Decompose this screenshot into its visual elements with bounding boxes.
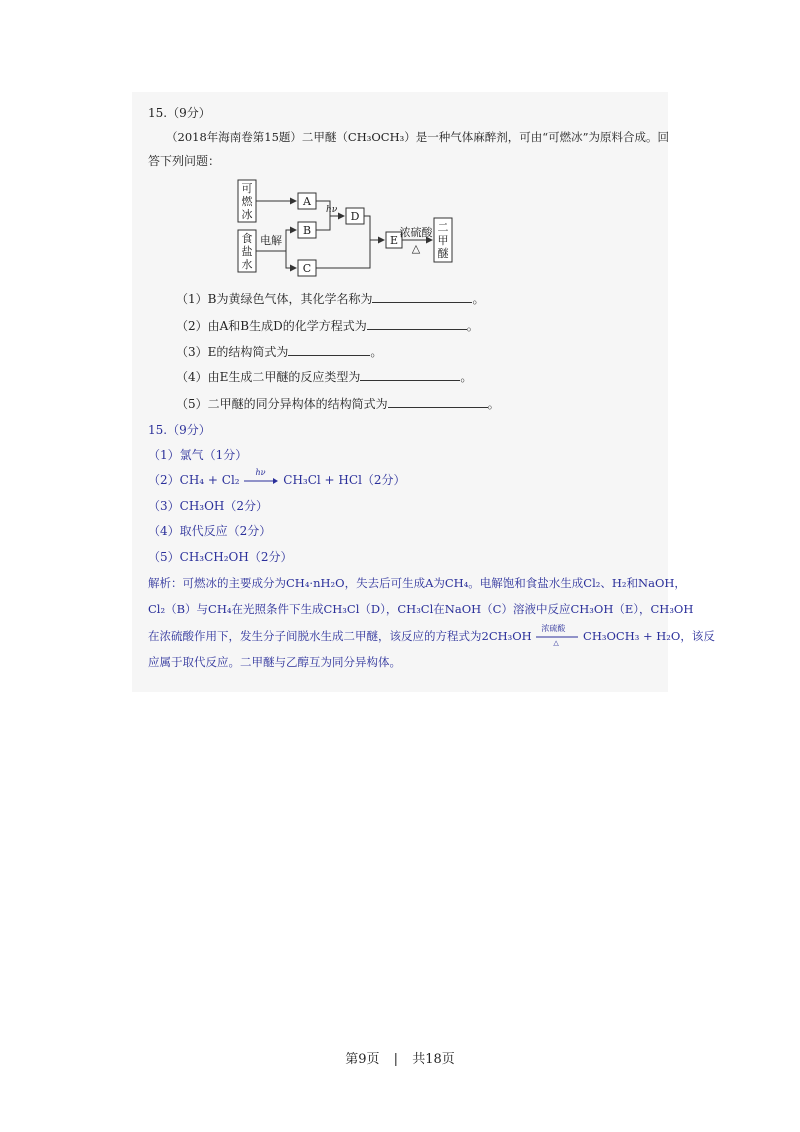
heat-condition: △ bbox=[411, 242, 421, 255]
connector-D bbox=[364, 216, 370, 240]
answer-2-reactants: （2）CH₄ + Cl₂ bbox=[148, 473, 240, 487]
analysis-3-cond-top: 浓硫酸 bbox=[541, 624, 566, 633]
analysis-line-3 bbox=[148, 624, 715, 647]
arrow-to-C bbox=[286, 251, 296, 268]
shiyanshui-box bbox=[238, 230, 256, 272]
label-B: B bbox=[302, 224, 312, 237]
answer-4: （4）取代反应（2分） bbox=[148, 524, 272, 538]
product-char-1: 二 bbox=[437, 221, 449, 234]
end-mark-3: 。 bbox=[370, 345, 383, 359]
answer-blank-1 bbox=[372, 292, 472, 303]
answer-blank-2 bbox=[367, 319, 467, 330]
subquestion-2 bbox=[176, 317, 479, 334]
analysis-line-4: 应属于取代反应。二甲醚与乙醇互为同分异构体。 bbox=[148, 655, 401, 669]
subquestion-1-text: （1）B为黄绿色气体，其化学名称为 bbox=[176, 292, 373, 306]
product-box bbox=[434, 218, 452, 262]
answer-blank-5 bbox=[388, 397, 488, 408]
kerangbing-char-1: 可 bbox=[241, 182, 253, 195]
answer-5: （5）CH₃CH₂OH（2分） bbox=[148, 550, 293, 564]
end-mark-2: 。 bbox=[466, 319, 479, 333]
label-D: D bbox=[350, 210, 360, 223]
kerangbing-char-3: 冰 bbox=[241, 208, 253, 221]
subquestion-5-text: （5）二甲醚的同分异构体的结构简式为 bbox=[176, 397, 388, 411]
subquestion-4 bbox=[176, 368, 472, 385]
subquestion-5 bbox=[176, 395, 500, 412]
end-mark-5: 。 bbox=[487, 397, 500, 411]
subquestion-3 bbox=[176, 343, 382, 360]
product-char-3: 醚 bbox=[437, 247, 449, 260]
box-C bbox=[298, 260, 316, 276]
footer-total-pages: 共18页 bbox=[412, 1052, 455, 1067]
answer-1: （1）氯气（1分） bbox=[148, 448, 248, 462]
box-A bbox=[298, 193, 316, 209]
shiyanshui-char-2: 盐 bbox=[241, 245, 253, 258]
answer-2-condition: hν bbox=[255, 467, 266, 477]
shiyanshui-char-3: 水 bbox=[241, 258, 253, 271]
analysis-3-arrow bbox=[535, 624, 579, 647]
box-B bbox=[298, 222, 316, 238]
dianjie-label: 电解 bbox=[260, 234, 282, 247]
end-mark-4: 。 bbox=[460, 370, 473, 384]
analysis-line-2: Cl₂（B）与CH₄在光照条件下生成CH₃Cl（D），CH₃Cl在NaOH（C）溶液中反应CH₃OH（E），CH₃OH bbox=[148, 602, 694, 616]
footer-page-number: 第9页 bbox=[345, 1052, 380, 1067]
analysis-3-left: 在浓硫酸作用下，发生分子间脱水生成二甲醚，该反应的方程式为2CH₃OH bbox=[148, 629, 532, 643]
subquestion-4-text: （4）由E生成二甲醚的反应类型为 bbox=[176, 370, 361, 384]
subquestion-3-text: （3）E的结构简式为 bbox=[176, 345, 289, 359]
analysis-3-cond-bottom: △ bbox=[553, 639, 559, 647]
answer-blank-4 bbox=[360, 370, 460, 381]
connector-B bbox=[316, 216, 330, 230]
question-intro-line-1: （2018年海南卷第15题）二甲醚（CH₃OCH₃）是一种气体麻醉剂，可由“可燃冰”为原料合成。回 bbox=[166, 130, 669, 144]
page-footer bbox=[0, 1048, 800, 1067]
answer-2 bbox=[148, 467, 406, 488]
synthesis-flow-diagram bbox=[230, 174, 480, 284]
end-mark-1: 。 bbox=[472, 292, 485, 306]
connector-C bbox=[316, 240, 370, 268]
answer-2-arrow bbox=[243, 467, 279, 487]
answer-2-products: CH₃Cl + HCl（2分） bbox=[283, 473, 406, 487]
answer-3: （3）CH₃OH（2分） bbox=[148, 499, 269, 513]
hv-condition: hν bbox=[326, 205, 338, 215]
analysis-line-1: 解析：可燃冰的主要成分为CH₄·nH₂O，失去后可生成A为CH₄。电解饱和食盐水生成Cl₂、H₂和NaOH， bbox=[148, 576, 686, 590]
subquestion-1 bbox=[176, 290, 484, 307]
product-char-2: 甲 bbox=[437, 234, 449, 247]
answer-header: 15.（9分） bbox=[148, 423, 211, 437]
kerangbing-box bbox=[238, 180, 256, 222]
question-header: 15.（9分） bbox=[148, 106, 211, 120]
analysis-3-right: CH₃OCH₃ + H₂O，该反 bbox=[583, 629, 715, 643]
answer-blank-3 bbox=[288, 345, 370, 356]
shiyanshui-char-1: 食 bbox=[241, 232, 253, 245]
label-E: E bbox=[389, 234, 399, 247]
subquestion-2-text: （2）由A和B生成D的化学方程式为 bbox=[176, 319, 367, 333]
kerangbing-char-2: 燃 bbox=[241, 195, 253, 208]
nongliusuan-condition: 浓硫酸 bbox=[399, 226, 433, 239]
footer-separator: | bbox=[393, 1052, 399, 1067]
box-D bbox=[346, 208, 364, 224]
label-A: A bbox=[303, 195, 311, 208]
label-C: C bbox=[302, 262, 312, 275]
question-intro-line-2: 答下列问题： bbox=[148, 154, 221, 168]
